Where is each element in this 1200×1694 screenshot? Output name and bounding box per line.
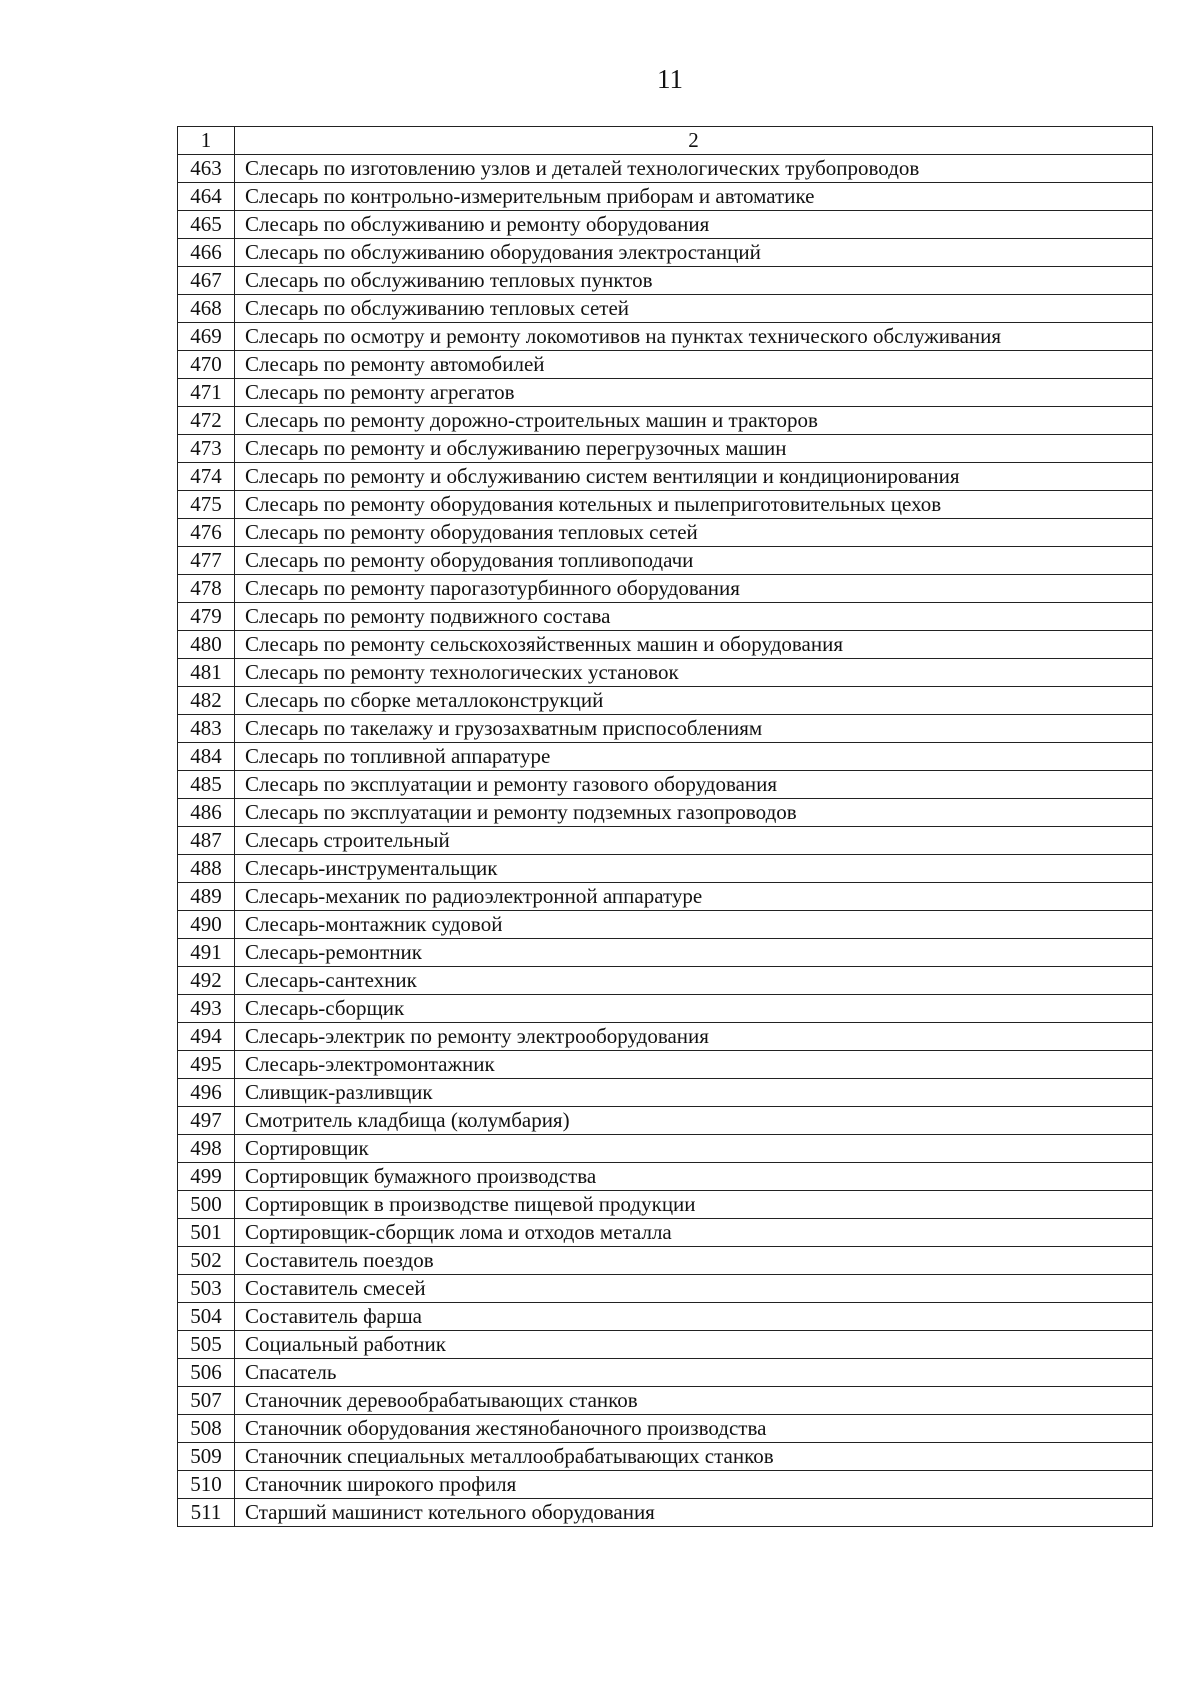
row-title: Сортировщик — [235, 1135, 1153, 1163]
table-row — [178, 743, 1153, 771]
row-title: Слесарь-сборщик — [235, 995, 1153, 1023]
row-number: 478 — [178, 575, 235, 603]
table-row — [178, 379, 1153, 407]
row-number: 505 — [178, 1331, 235, 1359]
row-number: 487 — [178, 827, 235, 855]
row-number: 496 — [178, 1079, 235, 1107]
row-title: Слесарь по изготовлению узлов и деталей технологических трубопроводов — [235, 155, 1153, 183]
table-row — [178, 1303, 1153, 1331]
table-row — [178, 1107, 1153, 1135]
table-row — [178, 435, 1153, 463]
row-title: Слесарь по контрольно-измерительным приборам и автоматике — [235, 183, 1153, 211]
table-row — [178, 295, 1153, 323]
row-title: Составитель поездов — [235, 1247, 1153, 1275]
row-number: 466 — [178, 239, 235, 267]
table-row — [178, 211, 1153, 239]
table-row — [178, 575, 1153, 603]
table-row — [178, 631, 1153, 659]
column-header-title: 2 — [235, 127, 1153, 155]
table-row — [178, 155, 1153, 183]
row-number: 464 — [178, 183, 235, 211]
row-title: Слесарь-механик по радиоэлектронной аппаратуре — [235, 883, 1153, 911]
table-row — [178, 883, 1153, 911]
row-title: Станочник широкого профиля — [235, 1471, 1153, 1499]
table-row — [178, 1471, 1153, 1499]
row-number: 471 — [178, 379, 235, 407]
table-row — [178, 799, 1153, 827]
row-title: Составитель фарша — [235, 1303, 1153, 1331]
row-title: Слесарь по осмотру и ремонту локомотивов на пунктах технического обслуживания — [235, 323, 1153, 351]
profession-table — [177, 126, 1153, 1527]
table-row — [178, 1415, 1153, 1443]
row-number: 490 — [178, 911, 235, 939]
row-title: Слесарь по ремонту автомобилей — [235, 351, 1153, 379]
table-row — [178, 855, 1153, 883]
row-number: 488 — [178, 855, 235, 883]
row-title: Составитель смесей — [235, 1275, 1153, 1303]
row-title: Слесарь-электрик по ремонту электрооборудования — [235, 1023, 1153, 1051]
row-title: Слесарь по ремонту агрегатов — [235, 379, 1153, 407]
table-row — [178, 1331, 1153, 1359]
table-row — [178, 1079, 1153, 1107]
table-header-row — [178, 127, 1153, 155]
table-row — [178, 1023, 1153, 1051]
row-number: 472 — [178, 407, 235, 435]
row-number: 477 — [178, 547, 235, 575]
row-number: 499 — [178, 1163, 235, 1191]
row-title: Станочник деревообрабатывающих станков — [235, 1387, 1153, 1415]
table-row — [178, 1219, 1153, 1247]
table-row — [178, 463, 1153, 491]
row-number: 491 — [178, 939, 235, 967]
table-row — [178, 1359, 1153, 1387]
row-number: 469 — [178, 323, 235, 351]
row-number: 511 — [178, 1499, 235, 1527]
row-title: Слесарь по ремонту оборудования тепловых сетей — [235, 519, 1153, 547]
row-number: 494 — [178, 1023, 235, 1051]
table-row — [178, 519, 1153, 547]
row-title: Сливщик-разливщик — [235, 1079, 1153, 1107]
row-number: 470 — [178, 351, 235, 379]
table-row — [178, 967, 1153, 995]
row-title: Слесарь по ремонту оборудования топливоподачи — [235, 547, 1153, 575]
table-row — [178, 239, 1153, 267]
row-number: 492 — [178, 967, 235, 995]
row-number: 485 — [178, 771, 235, 799]
table-row — [178, 939, 1153, 967]
table-row — [178, 267, 1153, 295]
row-number: 486 — [178, 799, 235, 827]
row-title: Слесарь по ремонту и обслуживанию систем вентиляции и кондиционирования — [235, 463, 1153, 491]
row-number: 495 — [178, 1051, 235, 1079]
row-title: Слесарь-монтажник судовой — [235, 911, 1153, 939]
table-row — [178, 1443, 1153, 1471]
row-number: 479 — [178, 603, 235, 631]
row-number: 481 — [178, 659, 235, 687]
row-title: Слесарь по обслуживанию оборудования электростанций — [235, 239, 1153, 267]
table-row — [178, 659, 1153, 687]
row-number: 506 — [178, 1359, 235, 1387]
table-row — [178, 323, 1153, 351]
row-number: 497 — [178, 1107, 235, 1135]
row-number: 467 — [178, 267, 235, 295]
row-number: 468 — [178, 295, 235, 323]
row-number: 508 — [178, 1415, 235, 1443]
table-row — [178, 407, 1153, 435]
table-row — [178, 183, 1153, 211]
row-title: Слесарь по сборке металлоконструкций — [235, 687, 1153, 715]
table-row — [178, 995, 1153, 1023]
row-title: Слесарь по ремонту сельскохозяйственных машин и оборудования — [235, 631, 1153, 659]
row-title: Слесарь-сантехник — [235, 967, 1153, 995]
table-row — [178, 603, 1153, 631]
row-number: 480 — [178, 631, 235, 659]
row-number: 498 — [178, 1135, 235, 1163]
row-title: Слесарь по эксплуатации и ремонту газового оборудования — [235, 771, 1153, 799]
row-title: Смотритель кладбища (колумбария) — [235, 1107, 1153, 1135]
row-title: Слесарь-инструментальщик — [235, 855, 1153, 883]
table-row — [178, 1387, 1153, 1415]
row-number: 502 — [178, 1247, 235, 1275]
row-number: 493 — [178, 995, 235, 1023]
row-number: 501 — [178, 1219, 235, 1247]
row-number: 509 — [178, 1443, 235, 1471]
row-title: Слесарь по ремонту парогазотурбинного оборудования — [235, 575, 1153, 603]
row-title: Слесарь по ремонту технологических установок — [235, 659, 1153, 687]
row-title: Сортировщик бумажного производства — [235, 1163, 1153, 1191]
table-row — [178, 491, 1153, 519]
page-number: 11 — [657, 64, 683, 94]
row-number: 483 — [178, 715, 235, 743]
table-row — [178, 351, 1153, 379]
row-title: Сортировщик в производстве пищевой продукции — [235, 1191, 1153, 1219]
table-row — [178, 687, 1153, 715]
table-row — [178, 911, 1153, 939]
row-number: 474 — [178, 463, 235, 491]
row-title: Слесарь по эксплуатации и ремонту подземных газопроводов — [235, 799, 1153, 827]
row-title: Слесарь по обслуживанию и ремонту оборудования — [235, 211, 1153, 239]
row-title: Слесарь по ремонту дорожно-строительных машин и тракторов — [235, 407, 1153, 435]
row-number: 507 — [178, 1387, 235, 1415]
row-number: 504 — [178, 1303, 235, 1331]
table-row — [178, 1499, 1153, 1527]
row-number: 482 — [178, 687, 235, 715]
row-title: Сортировщик-сборщик лома и отходов металла — [235, 1219, 1153, 1247]
table-row — [178, 547, 1153, 575]
row-title: Слесарь по ремонту подвижного состава — [235, 603, 1153, 631]
row-title: Слесарь по обслуживанию тепловых пунктов — [235, 267, 1153, 295]
column-header-number: 1 — [178, 127, 235, 155]
row-title: Слесарь по топливной аппаратуре — [235, 743, 1153, 771]
row-title: Слесарь строительный — [235, 827, 1153, 855]
row-number: 465 — [178, 211, 235, 239]
row-title: Слесарь по обслуживанию тепловых сетей — [235, 295, 1153, 323]
row-number: 510 — [178, 1471, 235, 1499]
row-number: 503 — [178, 1275, 235, 1303]
table-row — [178, 771, 1153, 799]
row-title: Слесарь-ремонтник — [235, 939, 1153, 967]
table-row — [178, 827, 1153, 855]
row-title: Старший машинист котельного оборудования — [235, 1499, 1153, 1527]
row-title: Социальный работник — [235, 1331, 1153, 1359]
table-row — [178, 1051, 1153, 1079]
table-row — [178, 1247, 1153, 1275]
row-number: 475 — [178, 491, 235, 519]
row-title: Станочник оборудования жестянобаночного производства — [235, 1415, 1153, 1443]
table-row — [178, 715, 1153, 743]
row-title: Слесарь по такелажу и грузозахватным приспособлениям — [235, 715, 1153, 743]
row-title: Слесарь по ремонту и обслуживанию перегрузочных машин — [235, 435, 1153, 463]
row-title: Спасатель — [235, 1359, 1153, 1387]
row-number: 463 — [178, 155, 235, 183]
table-row — [178, 1191, 1153, 1219]
row-number: 476 — [178, 519, 235, 547]
row-number: 500 — [178, 1191, 235, 1219]
table-row — [178, 1163, 1153, 1191]
row-number: 473 — [178, 435, 235, 463]
table-row — [178, 1135, 1153, 1163]
table-row — [178, 1275, 1153, 1303]
row-number: 489 — [178, 883, 235, 911]
row-number: 484 — [178, 743, 235, 771]
row-title: Слесарь по ремонту оборудования котельных и пылеприготовительных цехов — [235, 491, 1153, 519]
row-title: Станочник специальных металлообрабатывающих станков — [235, 1443, 1153, 1471]
row-title: Слесарь-электромонтажник — [235, 1051, 1153, 1079]
